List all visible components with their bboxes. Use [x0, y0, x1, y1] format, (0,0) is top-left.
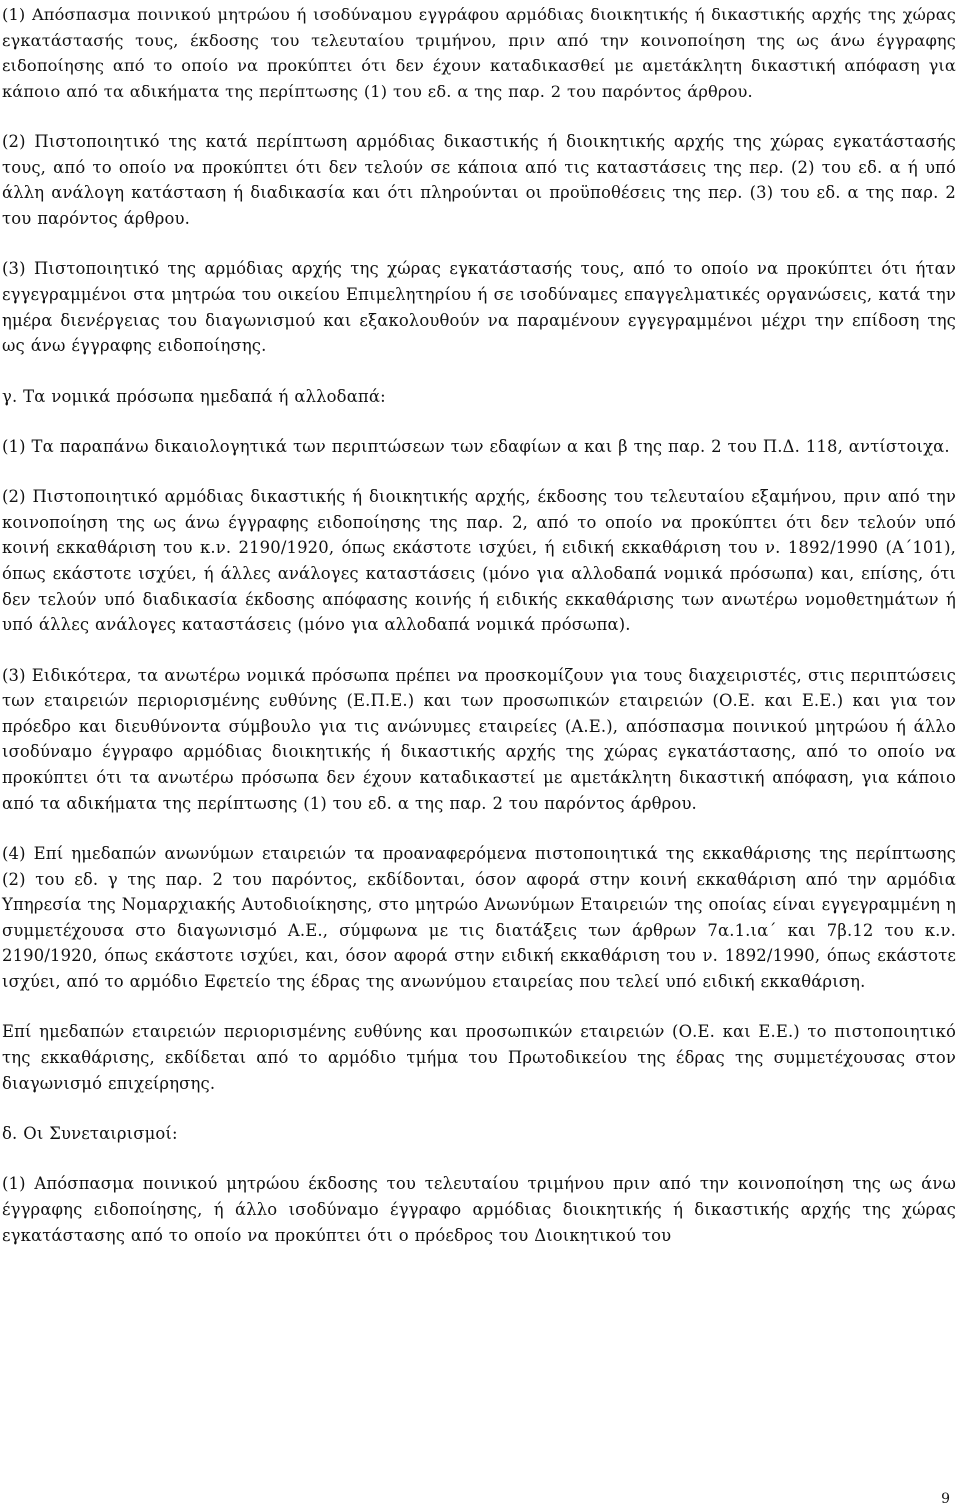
paragraph-legal-entities-documents: (1) Τα παραπάνω δικαιολογητικά των περιπτώσεων των εδαφίων α και β της παρ. 2 του Π.Δ. 118, αντίστοιχα. [2, 436, 950, 456]
paragraph-managers-criminal-record: (3) Ειδικότερα, τα ανωτέρω νομικά πρόσωπα πρέπει να προσκομίζουν για τους διαχειριστές, στις περιπτώσεις των εταιρειών περιορισμένης ευθύνης (Ε.Π.Ε.) και των προσωπικών εταιρειών (Ο.Ε. και Ε.Ε.) και για τον πρόεδρο και διευθύνοντα σύμβουλο για τις ανώνυμες εταιρείες (Α.Ε.), απόσπασμα ποινικού μητρώου ή άλλο ισοδύναμο έγγραφο αρμόδιας διοικητικής ή δικαστικής αρχής της χώρας εγκατάστασης, από το οποίο να προκύπτει ότι τα ανωτέρω πρόσωπα δεν έχουν καταδικαστεί με αμετάκλητη δικαστική απόφαση, για κάποιο από τα αδικήματα της περίπτωσης (1) του εδ. α της παρ. 2 του παρόντος άρθρου. [2, 665, 956, 813]
paragraph-registration-certificate: (3) Πιστοποιητικό της αρμόδιας αρχής της χώρας εγκατάστασής τους, από το οποίο να προκύπτει ότι ήταν εγγεγραμμένοι στα μητρώα του οικείου Επιμελητηρίου ή σε ισοδύναμες επαγγελματικές οργανώσεις, κατά την ημέρα διενέργειας του διαγωνισμού και εξακολουθούν να παραμένουν εγγεγραμμένοι μέχρι την επίδοση της ως άνω έγγραφης ειδοποίησης. [2, 259, 956, 356]
page-number: 9 [941, 1491, 950, 1507]
paragraph-authority-certificate: (2) Πιστοποιητικό της κατά περίπτωση αρμόδιας δικαστικής ή διοικητικής αρχής της χώρας εγκατάστασής τους, από το οποίο να προκύπτει ότι δεν τελούν σε κάποια από τις καταστάσεις της περ. (2) του εδ. α ή υπό άλλη ανάλογη κατάσταση ή διαδικασία και ότι πληρούνται οι προϋποθέσεις της περ. (3) του εδ. α της παρ. 2 του παρόντος άρθρου. [2, 132, 956, 228]
section-heading-legal-entities: γ. Τα νομικά πρόσωπα ημεδαπά ή αλλοδαπά: [2, 386, 386, 406]
paragraph-cooperatives-criminal-record: (1) Απόσπασμα ποινικού μητρώου έκδοσης του τελευταίου τριμήνου πριν από την κοινοποίηση της ως άνω έγγραφης ειδοποίησης, ή άλλο ισοδύναμο έγγραφο αρμόδιας διοικητικής ή δικαστικής αρχής της χώρας εγκατάστασης από το οποίο να προκύπτει ότι ο πρόεδρος του Διοικητικού του [2, 1174, 956, 1245]
paragraph-societe-anonyme-certificates: (4) Επί ημεδαπών ανωνύμων εταιρειών τα προαναφερόμενα πιστοποιητικά της εκκαθάρισης της περίπτωσης (2) του εδ. γ της παρ. 2 του παρόντος, εκδίδονται, όσον αφορά στην κοινή εκκαθάριση από την αρμόδια Υπηρεσία της Νομαρχιακής Αυτοδιοίκησης, στο μητρώο Ανωνύμων Εταιρειών της οποίας είναι εγγεγραμμένη η συμμετέχουσα στο διαγωνισμό Α.Ε., σύμφωνα με τις διατάξεις των άρθρων 7α.1.ια΄ και 7β.12 του κ.ν. 2190/1920, όπως εκάστοτε ισχύει, και, όσον αφορά στην ειδική εκκαθάριση του ν. 1892/1990, όπως εκάστοτε ισχύει, από το αρμόδιο Εφετείο της έδρας της ανωνύμου εταιρείας που τελεί υπό ειδική εκκαθάριση. [2, 844, 956, 991]
paragraph-limited-companies-certificate: Επί ημεδαπών εταιρειών περιορισμένης ευθύνης και προσωπικών εταιρειών (Ο.Ε. και Ε.Ε.) το πιστοποιητικό της εκκαθάρισης, εκδίδεται από το αρμόδιο τμήμα του Πρωτοδικείου της έδρας της συμμετέχουσας στον διαγωνισμό επιχείρησης. [2, 1022, 956, 1093]
section-heading-cooperatives: δ. Οι Συνεταιρισμοί: [2, 1123, 178, 1143]
paragraph-criminal-record-extract: (1) Απόσπασμα ποινικού μητρώου ή ισοδύναμου εγγράφου αρμόδιας διοικητικής ή δικαστικής αρχής της χώρας εγκατάστασής τους, έκδοσης του τελευταίου τριμήνου, πριν από την κοινοποίηση της ως άνω έγγραφης ειδοποίησης από το οποίο να προκύπτει ότι δεν έχουν καταδικασθεί με αμετάκλητη δικαστική απόφαση για κάποιο από τα αδικήματα της περίπτωσης (1) του εδ. α της παρ. 2 του παρόντος άρθρου. [2, 5, 956, 101]
paragraph-liquidation-certificate: (2) Πιστοποιητικό αρμόδιας δικαστικής ή διοικητικής αρχής, έκδοσης του τελευταίου εξαμήνου, πριν από την κοινοποίηση της ως άνω έγγραφης ειδοποίησης της παρ. 2, από το οποίο να προκύπτει ότι δεν τελούν υπό κοινή εκκαθάριση του κ.ν. 2190/1920, όπως εκάστοτε ισχύει, ή ειδική εκκαθάριση του ν. 1892/1990 (Α΄101), όπως εκάστοτε ισχύει, ή άλλες ανάλογες καταστάσεις (μόνο για αλλοδαπά νομικά πρόσωπα) και, επίσης, ότι δεν τελούν υπό διαδικασία έκδοσης απόφασης κοινής ή ειδικής εκκαθάρισης των ανωτέρω νομοθετημάτων ή υπό άλλες ανάλογες καταστάσεις (μόνο για αλλοδαπά νομικά πρόσωπα). [2, 487, 956, 635]
